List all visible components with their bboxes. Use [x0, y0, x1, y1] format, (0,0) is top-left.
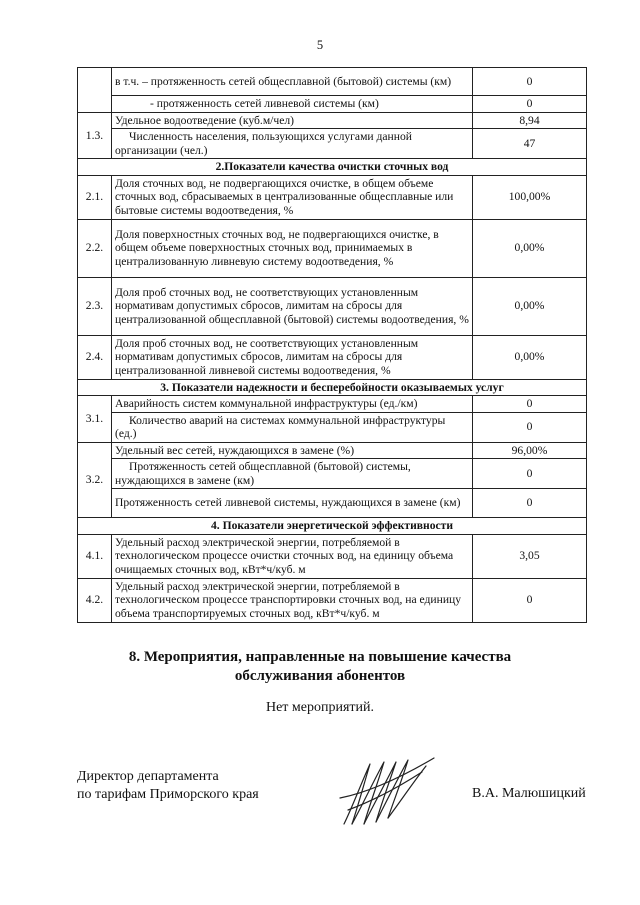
position-line2: по тарифам Приморского края	[77, 787, 259, 802]
row-number: 2.3.	[78, 277, 112, 335]
row-description: Протяженность сетей ливневой системы, нуждающихся в замене (км)	[112, 489, 473, 518]
row-value: 0	[473, 68, 587, 96]
table-row	[78, 219, 587, 277]
row-description: Аварийность систем коммунальной инфраструктуры (ед./км)	[112, 396, 473, 413]
row-value: 100,00%	[473, 175, 587, 219]
row-value: 0,00%	[473, 219, 587, 277]
row-value: 0	[473, 578, 587, 622]
position-line1: Директор департамента	[77, 769, 219, 784]
section-row	[78, 518, 587, 535]
section-heading-2: 2.Показатели качества очистки сточных вод	[78, 159, 587, 176]
section-8-title-line1: 8. Мероприятия, направленные на повышение качества	[128, 649, 512, 665]
table-row	[78, 175, 587, 219]
row-value: 47	[473, 129, 587, 159]
table-row	[78, 129, 587, 159]
signatory-name: В.А. Малюшицкий	[472, 786, 586, 801]
row-value: 0	[473, 489, 587, 518]
row-description: Удельный вес сетей, нуждающихся в замене (%)	[112, 442, 473, 459]
row-number: 4.2.	[78, 578, 112, 622]
section-heading-3: 3. Показатели надежности и бесперебойности оказываемых услуг	[78, 379, 587, 396]
table-row	[78, 277, 587, 335]
table-row	[78, 412, 587, 442]
table-row	[78, 534, 587, 578]
row-value: 0	[473, 96, 587, 113]
row-number: 2.1.	[78, 175, 112, 219]
row-description: - протяженность сетей ливневой системы (км)	[112, 96, 473, 113]
handwritten-signature-icon	[330, 750, 440, 830]
table-row	[78, 112, 587, 129]
table-row	[78, 459, 587, 489]
row-description: в т.ч. – протяженность сетей общесплавной (бытовой) системы (км)	[112, 68, 473, 96]
row-description: Удельный расход электрической энергии, потребляемой в технологическом процессе очистки сточных вод, на единицу объема очищаемых сточных вод, кВт*ч/куб. м	[112, 534, 473, 578]
row-value: 0	[473, 396, 587, 413]
table-row	[78, 68, 587, 96]
indicators-table	[77, 67, 587, 623]
row-description: Доля проб сточных вод, не соответствующих установленным нормативам допустимых сбросов, лимитам на сбросы для централизованной общесплавной (бытовой) системы водоотведения, %	[112, 277, 473, 335]
table-row	[78, 335, 587, 379]
section-heading-4: 4. Показатели энергетической эффективности	[78, 518, 587, 535]
table-row	[78, 96, 587, 113]
table-row	[78, 489, 587, 518]
table-row	[78, 578, 587, 622]
row-description: Количество аварий на системах коммунальной инфраструктуры (ед.)	[112, 412, 473, 442]
page-number: 5	[316, 38, 324, 52]
row-description: Удельное водоотведение (куб.м/чел)	[112, 112, 473, 129]
row-description: Удельный расход электрической энергии, потребляемой в технологическом процессе транспортировки сточных вод, на единицу объема транспортируемых сточных вод, кВт*ч/куб. м	[112, 578, 473, 622]
section-row	[78, 159, 587, 176]
row-description: Доля проб сточных вод, не соответствующих установленным нормативам допустимых сбросов, лимитам на сбросы для централизованной ливневой системы водоотведения, %	[112, 335, 473, 379]
row-description: Протяженность сетей общесплавной (бытовой) системы, нуждающихся в замене (км)	[112, 459, 473, 489]
row-number: 4.1.	[78, 534, 112, 578]
row-number: 3.1.	[78, 396, 112, 443]
row-number: 2.2.	[78, 219, 112, 277]
section-8-heading	[0, 648, 640, 686]
row-description: Численность населения, пользующихся услугами данной организации (чел.)	[112, 129, 473, 159]
section-8-title-line2: обслуживания абонентов	[234, 668, 406, 684]
row-value: 96,00%	[473, 442, 587, 459]
table-row	[78, 442, 587, 459]
section-row	[78, 379, 587, 396]
row-value: 8,94	[473, 112, 587, 129]
row-value: 0	[473, 459, 587, 489]
table-row	[78, 396, 587, 413]
row-description: Доля поверхностных сточных вод, не подвергающихся очистке, в общем объеме поверхностных сточных вод, принимаемых в централизованную ливневую систему водоотведения, %	[112, 219, 473, 277]
row-value: 0,00%	[473, 277, 587, 335]
row-description: Доля сточных вод, не подвергающихся очистке, в общем объеме сточных вод, сбрасываемых в централизованные общесплавные или бытовые системы водоотведения, %	[112, 175, 473, 219]
row-number: 3.2.	[78, 442, 112, 518]
row-number-cell	[78, 68, 112, 113]
row-number: 1.3.	[78, 112, 112, 159]
row-value: 0,00%	[473, 335, 587, 379]
row-number: 2.4.	[78, 335, 112, 379]
row-value: 3,05	[473, 534, 587, 578]
row-value: 0	[473, 412, 587, 442]
signatory-position	[77, 768, 259, 804]
no-events-text: Нет мероприятий.	[265, 700, 375, 715]
